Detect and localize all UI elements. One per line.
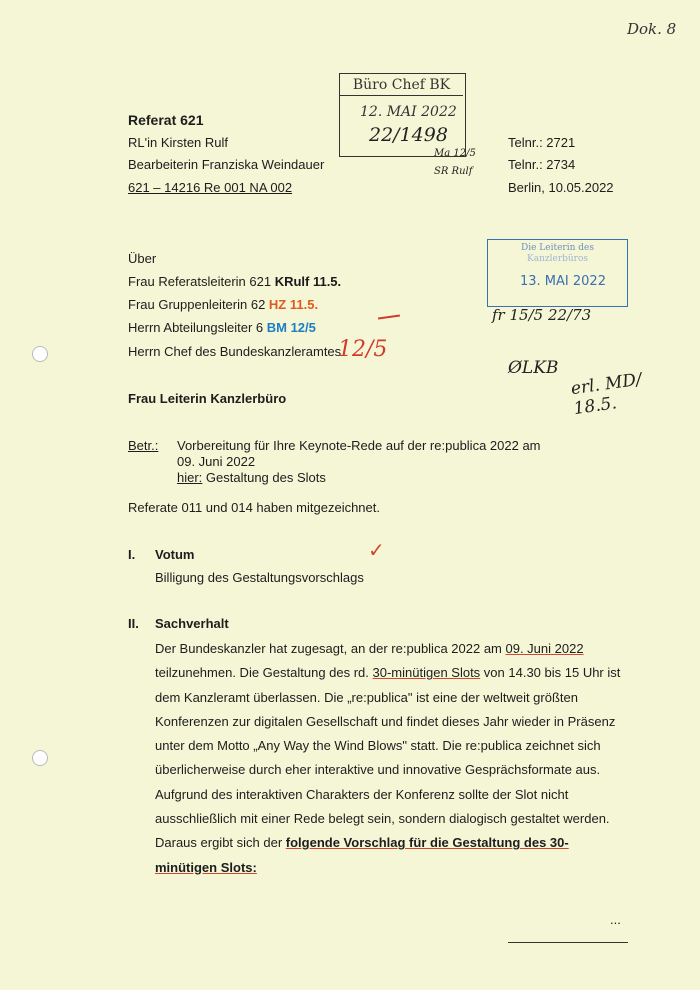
routing-text: Frau Referatsleiterin 621: [128, 274, 275, 289]
stamp-buero-number: 22/1498: [369, 124, 448, 146]
stamp-kanzlerbuero-title-1: Die Leiterin des: [521, 243, 594, 253]
handwritten-initials-1: Ma 12/5: [434, 148, 476, 159]
section-2-title: Sachverhalt: [155, 616, 229, 631]
telefon-1: Telnr.: 2721: [508, 135, 576, 150]
section-1-title: Votum: [155, 547, 195, 562]
note-lkb: ØLKB: [508, 358, 559, 378]
routing-mark-chef: 12/5: [338, 337, 388, 362]
routing-item: [128, 344, 341, 360]
stamp-kanzlerbuero-title-2: Kanzlerbüros: [526, 254, 589, 264]
check-mark: ✓: [368, 540, 385, 562]
stamp-buero-date: 12. MAI 2022: [360, 104, 457, 120]
ort-datum: Berlin, 10.05.2022: [508, 180, 614, 195]
ueber-label: Über: [128, 251, 157, 266]
betreff-label: Betr.:: [128, 438, 159, 453]
aktenzeichen: 621 – 14216 Re 001 NA 002: [128, 180, 293, 195]
mitzeichnung: Referate 011 und 014 haben mitgezeichnet.: [128, 500, 380, 515]
stamp-kanzlerbuero-date: 13. MAI 2022: [520, 274, 606, 289]
section-1-text: Billigung des Gestaltungsvorschlags: [155, 570, 364, 585]
routing-text: Herrn Abteilungsleiter 6: [128, 320, 267, 335]
routing-mark-krulf: KRulf 11.5.: [274, 274, 342, 289]
routing-mark-hz: HZ 11.5.: [268, 297, 319, 312]
punch-hole-top: [32, 346, 48, 362]
routing-item: [128, 320, 316, 336]
referatsleiterin: RL'in Kirsten Rulf: [128, 135, 229, 150]
p-text: Der Bundeskanzler hat zugesagt, an der re:publica 2022 am: [155, 641, 506, 656]
routing-text: Frau Gruppenleiterin 62: [128, 297, 269, 312]
referat: Referat 621: [128, 112, 204, 128]
p-proposal: folgende Vorschlag für die Gestaltung des 30-minütigen Slots:: [155, 835, 569, 875]
corner-note: Dok. 8: [627, 20, 677, 38]
handwritten-initials-2: SR Rulf: [434, 166, 473, 177]
section-2-number: II.: [128, 616, 139, 631]
betreff-hier: [177, 470, 326, 486]
betreff-line-2: 09. Juni 2022: [177, 454, 256, 469]
bearbeiterin: Bearbeiterin Franziska Weindauer: [128, 157, 325, 172]
footer-line: [508, 942, 628, 943]
sachverhalt-paragraph: [155, 637, 625, 880]
telefon-2: Telnr.: 2734: [508, 157, 576, 172]
p-text: teilzunehmen. Die Gestaltung des rd.: [155, 665, 373, 681]
stamp-buero-title: Büro Chef BK: [340, 75, 463, 96]
addressee: Frau Leiterin Kanzlerbüro: [128, 391, 287, 406]
routing-mark-bm: BM 12/5: [266, 320, 316, 335]
p-text: Daraus ergibt sich der: [155, 835, 286, 851]
routing-item: [128, 297, 318, 313]
hier-label: hier:: [177, 470, 203, 485]
betreff-line-1: Vorbereitung für Ihre Keynote-Rede auf der re:publica 2022 am: [177, 438, 541, 453]
section-1-number: I.: [128, 547, 136, 562]
stamp-kanzlerbuero-handwritten: fr 15/5 22/73: [492, 306, 592, 324]
hier-text: Gestaltung des Slots: [202, 470, 326, 485]
red-dash-mark: [378, 314, 400, 319]
note-erl: erl. MD/ 18.5.: [569, 369, 643, 420]
punch-hole-bottom: [32, 750, 48, 766]
p-text: von 14.30 bis 15 Uhr ist dem Kanzleramt überlassen. Die „re:publica" ist eine der weltweit größten Konferenzen zur digitalen Gesellschaft und findet dieses Jahr wieder in Präsenz unter dem Motto „Any Way the Wind Blows" statt. Die re:publica zeichnet sich überlicherweise durch eher interaktive und innovative Gesprächsformate aus. Aufgrund des interaktiven Charakters der Konferenz sollte der Slot nicht ausschließlich mit einer Rede belegt sein, sondern dialogisch gestaltet werden.: [155, 665, 621, 827]
p-underlined-slot: 30-minütigen Slots: [372, 665, 481, 681]
routing-text: Herrn Chef des Bundeskanzleramtes: [128, 344, 342, 359]
p-underlined-date: 09. Juni 2022: [505, 641, 584, 656]
ellipsis: ...: [610, 912, 621, 927]
routing-item: [128, 274, 341, 290]
